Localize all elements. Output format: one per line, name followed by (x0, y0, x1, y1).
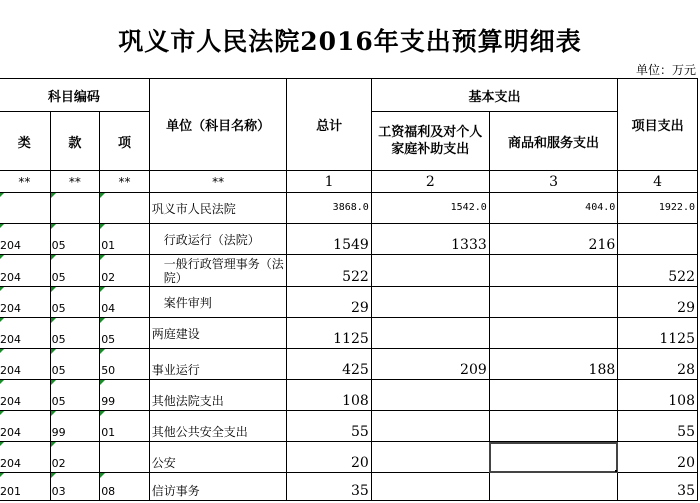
index-cell[interactable]: 2 (371, 171, 489, 193)
project-value-cell[interactable]: 20 (618, 442, 698, 473)
table-row (0, 287, 698, 318)
item-name-cell[interactable]: 行政运行（法院） (149, 224, 287, 255)
goods-value-cell[interactable]: 216 (489, 224, 618, 255)
table-row (0, 224, 698, 255)
header-unit-name[interactable]: 单位（科目名称） (149, 79, 287, 171)
code-kuan-cell[interactable] (50, 193, 100, 224)
item-name-cell[interactable]: 案件审判 (149, 287, 287, 318)
total-value-cell[interactable]: 20 (287, 442, 371, 473)
code-xiang-cell[interactable]: 02 (100, 255, 150, 287)
code-kuan-cell[interactable]: 99 (50, 411, 100, 442)
total-value-cell[interactable]: 35 (287, 473, 371, 501)
table-body (0, 193, 698, 501)
project-value-cell[interactable]: 28 (618, 349, 698, 380)
item-name-cell[interactable]: 其他法院支出 (149, 380, 287, 411)
total-value-cell[interactable]: 55 (287, 411, 371, 442)
code-lei-cell[interactable]: 201 (0, 473, 50, 501)
code-xiang-cell[interactable]: 08 (100, 473, 150, 501)
code-lei-cell[interactable]: 204 (0, 224, 50, 255)
code-xiang-cell[interactable]: 01 (100, 224, 150, 255)
project-value-cell[interactable]: 29 (618, 287, 698, 318)
index-cell[interactable]: 3 (489, 171, 618, 193)
item-name-cell[interactable]: 一般行政管理事务（法院） (149, 255, 287, 287)
code-kuan-cell[interactable]: 05 (50, 255, 100, 287)
project-value-cell[interactable] (618, 224, 698, 255)
index-cell[interactable]: ** (149, 171, 287, 193)
item-name-cell[interactable]: 两庭建设 (149, 318, 287, 349)
total-value-cell[interactable]: 1125 (287, 318, 371, 349)
total-value-cell[interactable]: 3868.0 (287, 193, 371, 224)
goods-value-cell[interactable] (489, 318, 618, 349)
item-name-cell[interactable]: 事业运行 (149, 349, 287, 380)
index-cell[interactable]: 4 (618, 171, 698, 193)
wages-value-cell[interactable]: 209 (371, 349, 489, 380)
header-project[interactable]: 项目支出 (618, 79, 698, 171)
table-row (0, 411, 698, 442)
wages-value-cell[interactable]: 1333 (371, 224, 489, 255)
code-lei-cell[interactable]: 204 (0, 411, 50, 442)
wages-value-cell[interactable]: 1542.0 (371, 193, 489, 224)
project-value-cell[interactable]: 1125 (618, 318, 698, 349)
code-kuan-cell[interactable]: 05 (50, 380, 100, 411)
project-value-cell[interactable]: 108 (618, 380, 698, 411)
code-kuan-cell[interactable]: 05 (50, 349, 100, 380)
total-value-cell[interactable]: 108 (287, 380, 371, 411)
wages-value-cell[interactable] (371, 380, 489, 411)
code-lei-cell[interactable]: 204 (0, 318, 50, 349)
code-xiang-cell[interactable] (100, 442, 150, 473)
code-lei-cell[interactable]: 204 (0, 287, 50, 318)
wages-value-cell[interactable] (371, 255, 489, 287)
header-kuan[interactable]: 款 (50, 112, 100, 171)
header-lei[interactable]: 类 (0, 112, 50, 171)
page-title: 巩义市人民法院2016年支出预算明细表 (118, 27, 582, 56)
project-value-cell[interactable]: 35 (618, 473, 698, 501)
code-lei-cell[interactable]: 204 (0, 380, 50, 411)
goods-value-cell[interactable] (489, 442, 618, 473)
code-kuan-cell[interactable]: 03 (50, 473, 100, 501)
goods-value-cell[interactable]: 404.0 (489, 193, 618, 224)
wages-value-cell[interactable] (371, 318, 489, 349)
index-cell[interactable]: ** (50, 171, 100, 193)
goods-value-cell[interactable] (489, 411, 618, 442)
table-row (0, 318, 698, 349)
wages-value-cell[interactable] (371, 442, 489, 473)
code-kuan-cell[interactable]: 05 (50, 318, 100, 349)
wages-value-cell[interactable] (371, 473, 489, 501)
code-kuan-cell[interactable]: 05 (50, 287, 100, 318)
goods-value-cell[interactable] (489, 287, 618, 318)
code-lei-cell[interactable]: 204 (0, 255, 50, 287)
project-value-cell[interactable]: 522 (618, 255, 698, 287)
index-cell[interactable]: ** (0, 171, 50, 193)
project-value-cell[interactable]: 55 (618, 411, 698, 442)
header-basic[interactable]: 基本支出 (371, 79, 617, 112)
item-name-cell[interactable]: 其他公共安全支出 (149, 411, 287, 442)
total-value-cell[interactable]: 1549 (287, 224, 371, 255)
code-lei-cell[interactable]: 204 (0, 442, 50, 473)
unit-label: 单位：万元 (635, 63, 696, 77)
code-xiang-cell[interactable] (100, 193, 150, 224)
header-wages[interactable]: 工资福利及对个人家庭补助支出 (371, 112, 489, 171)
table-row (0, 193, 698, 224)
wages-value-cell[interactable] (371, 287, 489, 318)
code-lei-cell[interactable]: 204 (0, 349, 50, 380)
total-value-cell[interactable]: 522 (287, 255, 371, 287)
header-goods[interactable]: 商品和服务支出 (489, 112, 618, 171)
budget-table (0, 78, 698, 501)
code-xiang-cell[interactable]: 50 (100, 349, 150, 380)
header-total[interactable]: 总计 (287, 79, 371, 171)
goods-value-cell[interactable]: 188 (489, 349, 618, 380)
item-name-cell[interactable]: 公安 (149, 442, 287, 473)
wages-value-cell[interactable] (371, 411, 489, 442)
table-row (0, 473, 698, 501)
code-xiang-cell[interactable]: 01 (100, 411, 150, 442)
header-subject-code[interactable]: 科目编码 (0, 79, 149, 112)
code-xiang-cell[interactable]: 05 (100, 318, 150, 349)
code-kuan-cell[interactable]: 05 (50, 224, 100, 255)
header-xiang[interactable]: 项 (100, 112, 150, 171)
table-row (0, 349, 698, 380)
project-value-cell[interactable]: 1922.0 (618, 193, 698, 224)
item-name-cell[interactable]: 信访事务 (149, 473, 287, 501)
goods-value-cell[interactable] (489, 473, 618, 501)
index-cell[interactable]: ** (100, 171, 150, 193)
code-kuan-cell[interactable]: 02 (50, 442, 100, 473)
code-xiang-cell[interactable]: 04 (100, 287, 150, 318)
goods-value-cell[interactable] (489, 255, 618, 287)
index-row (0, 171, 698, 193)
goods-value-cell[interactable] (489, 380, 618, 411)
table-row (0, 380, 698, 411)
table-row (0, 442, 698, 473)
table-row (0, 255, 698, 287)
code-xiang-cell[interactable]: 99 (100, 380, 150, 411)
total-value-cell[interactable]: 425 (287, 349, 371, 380)
code-lei-cell[interactable] (0, 193, 50, 224)
item-name-cell[interactable]: 巩义市人民法院 (149, 193, 287, 224)
index-cell[interactable]: 1 (287, 171, 371, 193)
total-value-cell[interactable]: 29 (287, 287, 371, 318)
